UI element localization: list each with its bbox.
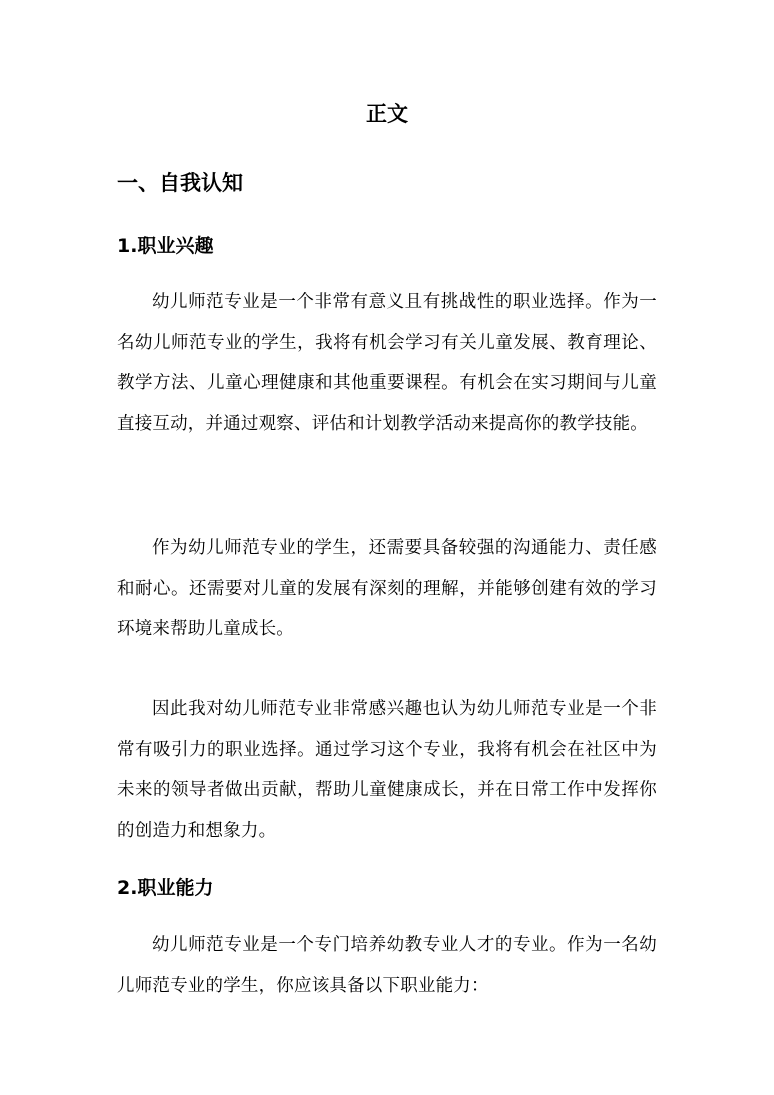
- section-heading-self-awareness: 一、自我认知: [117, 171, 243, 195]
- subheading-career-interest: 1.职业兴趣: [117, 235, 214, 257]
- document-title: 正文: [366, 102, 408, 126]
- paragraph-career-interest-2: 作为幼儿师范专业的学生，还需要具备较强的沟通能力、责任感和耐心。还需要对儿童的发展有深刻的理解，并能够创建有效的学习环境来帮助儿童成长。: [117, 538, 657, 639]
- paragraph-career-interest-1: 幼儿师范专业是一个非常有意义且有挑战性的职业选择。作为一名幼儿师范专业的学生，我将有机会学习有关儿童发展、教育理论、教学方法、儿童心理健康和其他重要课程。有机会在实习期间与儿童直接互动，并通过观察、评估和计划教学活动来提高你的教学技能。: [117, 292, 657, 434]
- paragraph-career-interest-3: 因此我对幼儿师范专业非常感兴趣也认为幼儿师范专业是一个非常有吸引力的职业选择。通过学习这个专业，我将有机会在社区中为未来的领导者做出贡献，帮助儿童健康成长，并在日常工作中发挥你的创造力和想象力。: [117, 699, 657, 841]
- paragraph-career-ability-1: 幼儿师范专业是一个专门培养幼教专业人才的专业。作为一名幼儿师范专业的学生，你应该具备以下职业能力：: [117, 935, 657, 996]
- subheading-career-ability: 2.职业能力: [117, 877, 214, 899]
